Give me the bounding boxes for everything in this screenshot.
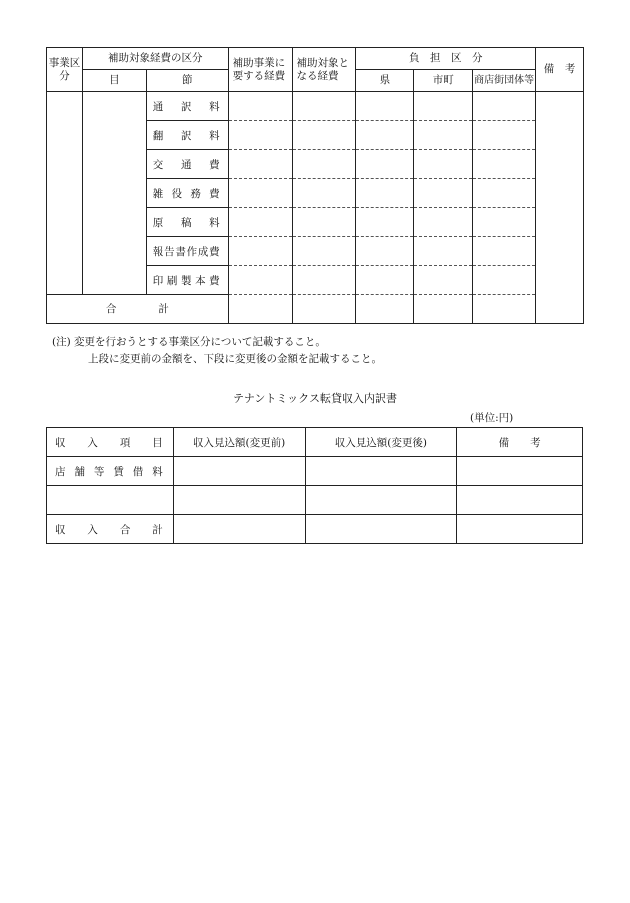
before-change-cell[interactable] (173, 486, 305, 515)
subsidy-expense-category-header: 補助対象経費の区分 (82, 48, 228, 70)
income-item-label[interactable] (47, 486, 174, 515)
income-breakdown-table (46, 427, 583, 544)
required-expense-total[interactable] (228, 295, 292, 324)
target-expense-cell[interactable] (292, 121, 356, 150)
table-row (47, 457, 583, 486)
city-cell[interactable] (414, 150, 473, 179)
note (52, 334, 382, 368)
required-expense-cell[interactable] (228, 237, 292, 266)
total-label: 合 計 (47, 295, 229, 324)
table-row (47, 92, 584, 121)
remarks-total[interactable] (457, 515, 583, 544)
expense-label: 交通費 (146, 150, 228, 179)
city-cell[interactable] (414, 266, 473, 295)
after-change-header: 収入見込額(変更後) (305, 428, 457, 457)
shopping-groups-total[interactable] (473, 295, 536, 324)
remarks-cell[interactable] (536, 92, 584, 324)
table-row (47, 486, 583, 515)
business-category-cell[interactable] (47, 92, 83, 295)
target-expense-cell[interactable] (292, 208, 356, 237)
shopping-groups-header: 商店街団体等 (473, 70, 536, 92)
target-expense-cell[interactable] (292, 237, 356, 266)
total-row (47, 515, 583, 544)
shopping-groups-cell[interactable] (473, 92, 536, 121)
expense-label: 原稿料 (146, 208, 228, 237)
target-expense-cell[interactable] (292, 266, 356, 295)
expense-label: 雑役務費 (146, 179, 228, 208)
required-expense-cell[interactable] (228, 179, 292, 208)
remarks-header: 備 考 (536, 48, 584, 92)
shopping-groups-cell[interactable] (473, 237, 536, 266)
remarks-cell[interactable] (457, 486, 583, 515)
income-item-label: 店舗等賃借料 (47, 457, 174, 486)
expense-label: 印刷製本費 (146, 266, 228, 295)
required-expense-cell[interactable] (228, 150, 292, 179)
income-total-label: 収入合計 (47, 515, 174, 544)
expense-label: 通訳料 (146, 92, 228, 121)
burden-category-header: 負 担 区 分 (356, 48, 536, 70)
note-line-1: (注) 変更を行おうとする事業区分について記載すること。 (52, 336, 326, 348)
city-header: 市町 (414, 70, 473, 92)
shopping-groups-cell[interactable] (473, 150, 536, 179)
required-expense-header: 補助事業に要する経費 (228, 48, 292, 92)
prefecture-cell[interactable] (356, 266, 414, 295)
target-expense-cell[interactable] (292, 150, 356, 179)
target-expense-total[interactable] (292, 295, 356, 324)
remarks-header: 備 考 (457, 428, 583, 457)
expense-label: 報告書作成費 (146, 237, 228, 266)
before-change-cell[interactable] (173, 457, 305, 486)
required-expense-cell[interactable] (228, 266, 292, 295)
after-change-total[interactable] (305, 515, 457, 544)
expense-breakdown-table (46, 47, 584, 324)
remarks-cell[interactable] (457, 457, 583, 486)
before-change-total[interactable] (173, 515, 305, 544)
required-expense-cell[interactable] (228, 121, 292, 150)
after-change-cell[interactable] (305, 457, 457, 486)
target-expense-header: 補助対象となる経費 (292, 48, 356, 92)
shopping-groups-cell[interactable] (473, 179, 536, 208)
prefecture-cell[interactable] (356, 150, 414, 179)
city-cell[interactable] (414, 208, 473, 237)
required-expense-cell[interactable] (228, 92, 292, 121)
required-expense-cell[interactable] (228, 208, 292, 237)
income-breakdown-title: テナントミックス転貸収入内訳書 (232, 392, 398, 405)
target-expense-cell[interactable] (292, 179, 356, 208)
prefecture-cell[interactable] (356, 92, 414, 121)
prefecture-total[interactable] (356, 295, 414, 324)
target-expense-cell[interactable] (292, 92, 356, 121)
prefecture-cell[interactable] (356, 179, 414, 208)
city-cell[interactable] (414, 121, 473, 150)
prefecture-cell[interactable] (356, 121, 414, 150)
income-item-header: 収入項目 (47, 428, 174, 457)
city-cell[interactable] (414, 92, 473, 121)
shopping-groups-cell[interactable] (473, 121, 536, 150)
city-cell[interactable] (414, 237, 473, 266)
prefecture-cell[interactable] (356, 208, 414, 237)
before-change-header: 収入見込額(変更前) (173, 428, 305, 457)
expense-label: 翻訳料 (146, 121, 228, 150)
city-cell[interactable] (414, 179, 473, 208)
item-moku-header: 目 (82, 70, 146, 92)
prefecture-header: 県 (356, 70, 414, 92)
business-category-header: 事業区分 (47, 48, 83, 92)
shopping-groups-cell[interactable] (473, 266, 536, 295)
item-moku-cell[interactable] (82, 92, 146, 295)
item-setsu-header: 節 (146, 70, 228, 92)
total-row (47, 295, 584, 324)
unit-label: (単位:円) (470, 412, 514, 424)
note-line-2: 上段に変更前の金額を、下段に変更後の金額を記載すること。 (88, 353, 382, 365)
city-total[interactable] (414, 295, 473, 324)
shopping-groups-cell[interactable] (473, 208, 536, 237)
after-change-cell[interactable] (305, 486, 457, 515)
prefecture-cell[interactable] (356, 237, 414, 266)
